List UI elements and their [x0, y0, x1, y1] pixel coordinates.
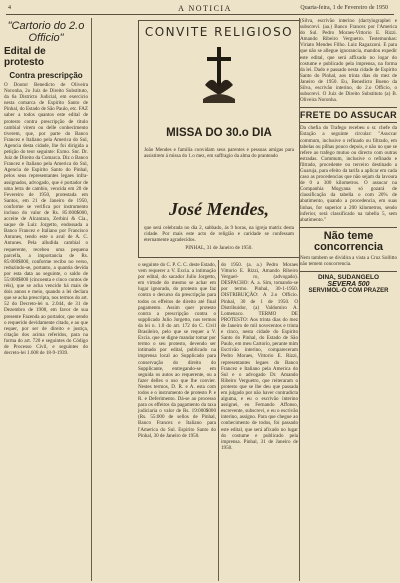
ad-line-2: SEVERA 500: [327, 281, 370, 288]
convite-religioso-box: [138, 20, 300, 258]
missa-title: MISSA DO 30.o DIA: [166, 127, 272, 139]
header-rule: [6, 14, 394, 15]
right-top-body: (Silva, escrivão interino (dactylographei e subscrevi. (aa.) Banco Francez por l'America do Sul. Pedro Moraes-Vittorio E. Rizzi. Amando Ribeiro Verguetro. Testemunhas: Viriato Mendes Filho. Luiz Ragazzoni. E para que não se allegue ignorancia, mandou expedir este edital, que será affixado no logar do costume e publicado pela imprensa, na forma da lei. Dado e passado nesta cidade de Espirito Santo do Pinhal, aos trinta dias do mez de Janeiro de 1950. Eu, Benedicto Bueno da Silva, escrivão interino, do 2.o Officio, o subscrevi. O Juiz de Direito Substituto (a) B. Oliveira Noronha.: [300, 18, 397, 104]
column-divider: [91, 18, 92, 581]
ad-line-1: DINA, SUDANGELO: [300, 271, 397, 281]
header-date: Quarta-feira, 1 de Fevereiro de 1950: [300, 5, 388, 11]
frete-body: Da chefia do Trafego recebeu o sr. chefe da Estação a seguinte circular: "Asuccar commum, inclusive o refinado ou filtrado, em tabelas ou pilhas pouco depois, e não no que se refere ao trafego mutuo ou directo com outras estradas. Commum, inclusive o refinado e filtrado, procedente ou terceiro destinado a Guaruja, para efeito da tarifa a aplicar em cada caso as procedencias que não sejam da lavoura de 0 a 300 kilometros. O assucar na Companhia Mogyana só gozará de classificação da tabella o com 20% de abatimento, quando a procedencia, em suas linhas, for superior a 200 kilometros, sendo inferior, será classificado na tabella 5, sem abatimento.": [300, 125, 397, 223]
masthead: A NOTICIA: [178, 4, 232, 13]
notice-title-edital: Edital de protesto: [4, 46, 46, 68]
continuation-body-2: do 1950. (a. a.) Pedro Moraes Vittorio E. Rizzi, Amando Ribeiro Verguel- ro, (advogado). DESPACHO: A. a. Sim, tomando-se por termo. Pinhal, 30-1-1950. DISTRIBUIÇÃO: A 2.o Officio. Pinhal, 30 de 1 de 1950. O Distribuidor, (a) Valdomiro A. Lomenaco. TERMO DE PROTESTO: Aos trinta dias do mez de Janeiro de mil novecentos e trinta e cinco, nesta cidade do Espirito Santo do Pinhal, do Estado de São Paulo, em meu Cartorio, perante mim Escrivão interino, compareceram Pedro Moraes, Vittorio E. Rizzi, representantes legaes do Banco Francez e Italiano pela America do Sul e o advogado Dr. Amando Ribeiro Verguetro, que reiteraram o protesto que se lhe deu que passada em julgado por não haver contradicta alguma, e eu o escrivão interino assignei, eu Fernando Affonso, escrevente, subscrevi, e eu o escrivão interino, assigno. Para que chegue ao conhecimento de todos, foi passado este edital, que será afixado no lugar do costume e publicado pela imprensa. Pinhal, 31 de Janeiro de 1950.: [221, 262, 298, 451]
convite-title: CONVITE RELIGIOSO: [144, 25, 294, 39]
frete-title: FRETE DO ASSUCAR: [300, 107, 397, 123]
column-edital: [4, 20, 88, 580]
notice-subtitle: Contra prescripção: [9, 71, 83, 80]
nao-teme-title: Não teme concorrencia: [300, 227, 397, 253]
column-right: [300, 18, 397, 583]
ad-line-3: SERVIMOL-O COM PRAZER: [308, 288, 389, 294]
column-continuation-1: [138, 262, 216, 580]
notice-title-cartorio: "Cartorio do 2.o Officio": [7, 20, 85, 44]
convite-intro: João Mendes e familia convidam seus parentes e pessoas amigas para assistirem á missa do 1.o mez, em suffragio da alma do pranteado: [144, 147, 294, 160]
deceased-name: José Mendes,: [169, 199, 269, 219]
mourning-cross-icon: [201, 45, 237, 105]
notice-body: O Doutor Benedicto de Oliveira Noronha, 2o Juiz de Direito Substituto, da 6a Districto Judicial, em exercicio nesta comarca de Espirito Santo de Pinhal, do Estado de São Paulo, etc. FAZ saber a todos quantos este edital de protesto contra prescripção de titulo cambial virem ou delle conhecimento tiverem, que, por parte do Banco Francez e Italiano pela America do Sul, Agencia desta cidade, lhe foi dirigida a petição do teor seguinte: Exmo. Snr. Dr. Juiz de Direito da Comarca. Diz o Banco Francez e Italiano pela America do Sul, Agencia de Espirito Santo do Pinhal, pelos seus representantes legaes infra-assignados, advogado, que é portador de uma letra de cambio, vencida em 20 de Fevereiro de 1950, protestada em Santos, em 21 de Janeiro de 1950, conforme se verifica por instrumento incluso do valor de Rs. 85:000$000, acceite de Alcantara, Zerbini & Cia., saque de Luiz Jorgetto, endossada a Banco Francez e Italiano por Francisco Antunes, tendo este o aval de A. C. Antunes. Pela alludida cambial o requerente, recebeu uma pequena parcella, a importancia de Rs. 85:000$000, conforme recibo no verso, reduzindo-se, portanto, a quantia devida por esta data ao seguinte, o saldo de 55:000$000 (cincoenta e cinco contos de réis), que se acha vencido há mais de dois annos e meio, quando a lei declara que se acha prescripta, nos termos do art. 52 do Decreto-lei n. 2.044, de 31 de Dezembro de 1908, em favor de sua presente Fazenda ao portador, que sendo o requerido devidamente citado, e ao que requer, por ser de direito e justiça, citação dos acima referidos, para na forma do art. 720 e seguintes do Código de Processo Civil, e seguintes do decreto-lei 1.608 de 18-9-1939.: [4, 82, 88, 357]
page-number: 4: [8, 5, 11, 11]
nao-teme-body: Nem tambem se dividira a vista a Cruz Sollitto não temem concorrencia.: [300, 254, 397, 267]
convite-body: que será celebrada no dia 2, sabbado, ás 9 horas, na igreja matriz desta cidade. Por mais este acto de religião e caridade se confessam eternamente agradecidos.: [144, 225, 294, 244]
column-divider: [218, 260, 219, 581]
column-continuation-2: [221, 262, 298, 580]
continuation-body-1: o seguinte do C. P. C. C. deste Estado, vem requerer a V. Excia. a intimação por edital, do sacador Julio Jorgetto, em virtude do mesmo se achar em lugar ignorado, do protesto que faz contra o decurso da prescripção para todos os effeitos de direito até final pagamento. Assim quer protesto contra a prescripção contra o supplicado Julio Jorgetto, nos termos da lei n. 1.0 do art. 172 do C. Civil Brasileiro, pelo que se requer a V. Excia. que se digne mandar tomar por termo o seu protesto, devendo ser intimado por edital, publicado na imprensa local ao Supplicado para conservação do direito do Supplicante, entregando-se em seguida os autos ao requerente, ou a fazer delles o uso que lhe convier. Nestes termos, D. R. e A. esta com todos e o instrumento de protesto P. e R. e Deferimento. Dá-se ao processo para os effeitos da pagamento da taxa judiciaria o valor de Rs. 19:000$000 (Rs. 55:000 de sellos de Pinhal, Banco Francez e Italiano para l'America do Sul. Espirito Santo do Pinhal, 30 de Janeiro de 1950.: [138, 262, 216, 439]
convite-signoff: PINHAL, 31 de Janeiro de 1950.: [185, 245, 253, 251]
